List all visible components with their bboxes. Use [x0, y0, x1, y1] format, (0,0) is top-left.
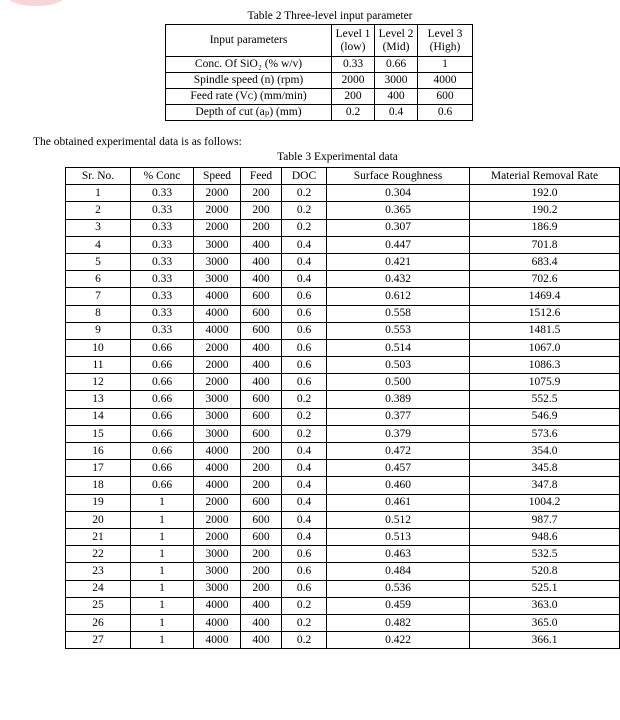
table3-cell: 2000 — [194, 357, 241, 374]
table2-cell: 200 — [332, 89, 375, 105]
table3-cell: 15 — [66, 425, 131, 442]
table2-cell: 0.4 — [375, 105, 418, 121]
table3-cell: 400 — [241, 597, 282, 614]
table3-cell: 0.66 — [131, 391, 194, 408]
table-row — [66, 339, 620, 356]
table3-cell: 400 — [241, 614, 282, 631]
table3-cell: 200 — [241, 202, 282, 219]
table3-cell: 0.66 — [131, 443, 194, 460]
table3-cell: 3 — [66, 219, 131, 236]
table3-cell: 0.33 — [131, 236, 194, 253]
table3-cell: 0.307 — [327, 219, 470, 236]
table-row — [66, 528, 620, 545]
table3-cell: 25 — [66, 597, 131, 614]
table-row — [66, 202, 620, 219]
table3-cell: 0.447 — [327, 236, 470, 253]
table3-cell: 3000 — [194, 546, 241, 563]
table3-cell: 0.377 — [327, 408, 470, 425]
table3-cell: 2000 — [194, 202, 241, 219]
table3-cell: 4000 — [194, 288, 241, 305]
experimental-data-table — [65, 167, 620, 649]
table2-cell: 0.6 — [418, 105, 473, 121]
table3-column-header: DOC — [282, 168, 327, 185]
table3-cell: 0.4 — [282, 494, 327, 511]
table3-cell: 4000 — [194, 477, 241, 494]
table3-cell: 0.2 — [282, 632, 327, 649]
table3-cell: 3000 — [194, 580, 241, 597]
table3-cell: 3000 — [194, 563, 241, 580]
table3-cell: 1067.0 — [470, 339, 620, 356]
table3-cell: 2 — [66, 202, 131, 219]
table3-cell: 4000 — [194, 614, 241, 631]
table3-cell: 3000 — [194, 271, 241, 288]
table3-cell: 0.4 — [282, 477, 327, 494]
table2-row — [166, 57, 473, 73]
table3-cell: 4000 — [194, 632, 241, 649]
table3-cell: 18 — [66, 477, 131, 494]
table2-cell: 400 — [375, 89, 418, 105]
table3-cell: 4000 — [194, 322, 241, 339]
table2-cell: 0.33 — [332, 57, 375, 73]
table-row — [66, 219, 620, 236]
table2-row-label: Depth of cut (aₚ) (mm) — [166, 105, 332, 121]
table3-cell: 0.2 — [282, 614, 327, 631]
table-row — [66, 580, 620, 597]
table3-cell: 1 — [131, 614, 194, 631]
table2-cell: 1 — [418, 57, 473, 73]
table3-cell: 20 — [66, 511, 131, 528]
table3-cell: 17 — [66, 460, 131, 477]
table3-cell: 200 — [241, 185, 282, 202]
table3-cell: 10 — [66, 339, 131, 356]
table3-cell: 0.66 — [131, 408, 194, 425]
table-row — [66, 408, 620, 425]
table3-cell: 0.513 — [327, 528, 470, 545]
table3-cell: 0.514 — [327, 339, 470, 356]
table3-cell: 4000 — [194, 305, 241, 322]
table3-cell: 0.459 — [327, 597, 470, 614]
table3-cell: 0.512 — [327, 511, 470, 528]
table3-cell: 0.421 — [327, 253, 470, 270]
table3-column-header: Sr. No. — [66, 168, 131, 185]
table3-cell: 520.8 — [470, 563, 620, 580]
table-row — [66, 477, 620, 494]
table3-cell: 24 — [66, 580, 131, 597]
table3-cell: 600 — [241, 288, 282, 305]
table3-cell: 0.66 — [131, 357, 194, 374]
table3-caption: Table 3 Experimental data — [277, 151, 398, 163]
table-row — [66, 271, 620, 288]
table3-cell: 0.2 — [282, 185, 327, 202]
table3-cell: 1 — [131, 494, 194, 511]
table3-cell: 0.365 — [327, 202, 470, 219]
table3-cell: 6 — [66, 271, 131, 288]
table3-cell: 22 — [66, 546, 131, 563]
table-row — [66, 374, 620, 391]
table3-cell: 0.2 — [282, 408, 327, 425]
table3-cell: 366.1 — [470, 632, 620, 649]
table3-cell: 0.33 — [131, 253, 194, 270]
table3-cell: 1 — [131, 632, 194, 649]
table3-cell: 0.4 — [282, 528, 327, 545]
table3-cell: 21 — [66, 528, 131, 545]
table3-cell: 0.6 — [282, 339, 327, 356]
input-parameters-table — [165, 24, 473, 121]
table3-cell: 192.0 — [470, 185, 620, 202]
table2-row — [166, 73, 473, 89]
table3-cell: 0.612 — [327, 288, 470, 305]
table3-cell: 0.4 — [282, 443, 327, 460]
table-row — [66, 305, 620, 322]
table3-cell: 4000 — [194, 460, 241, 477]
table3-cell: 552.5 — [470, 391, 620, 408]
table3-cell: 0.6 — [282, 374, 327, 391]
table3-cell: 600 — [241, 322, 282, 339]
table3-cell: 200 — [241, 460, 282, 477]
table2-row-label: Conc. Of SiO₂ (% w/v) — [166, 57, 332, 73]
table3-cell: 3000 — [194, 253, 241, 270]
table3-cell: 525.1 — [470, 580, 620, 597]
table3-cell: 0.2 — [282, 219, 327, 236]
table3-cell: 0.2 — [282, 202, 327, 219]
table3-cell: 2000 — [194, 511, 241, 528]
table3-column-header: Speed — [194, 168, 241, 185]
table3-cell: 0.472 — [327, 443, 470, 460]
table3-cell: 3000 — [194, 391, 241, 408]
table3-cell: 0.2 — [282, 425, 327, 442]
table3-cell: 1481.5 — [470, 322, 620, 339]
table3-cell: 1512.6 — [470, 305, 620, 322]
table3-cell: 702.6 — [470, 271, 620, 288]
table3-cell: 600 — [241, 494, 282, 511]
table-row — [66, 597, 620, 614]
table3-cell: 4000 — [194, 443, 241, 460]
level3-title: Level 3 — [427, 27, 463, 40]
table3-cell: 16 — [66, 443, 131, 460]
table3-cell: 23 — [66, 563, 131, 580]
table3-cell: 4 — [66, 236, 131, 253]
table3-cell: 0.500 — [327, 374, 470, 391]
table3-cell: 1469.4 — [470, 288, 620, 305]
table3-cell: 573.6 — [470, 425, 620, 442]
table3-cell: 0.553 — [327, 322, 470, 339]
table3-cell: 200 — [241, 443, 282, 460]
table2-level2-header — [375, 25, 418, 57]
table3-cell: 3000 — [194, 425, 241, 442]
table3-cell: 1086.3 — [470, 357, 620, 374]
table3-cell: 26 — [66, 614, 131, 631]
table-row — [66, 357, 620, 374]
table2-cell: 4000 — [418, 73, 473, 89]
table3-cell: 0.6 — [282, 546, 327, 563]
table3-cell: 1 — [131, 580, 194, 597]
table3-cell: 200 — [241, 580, 282, 597]
table3-cell: 0.379 — [327, 425, 470, 442]
table3-cell: 2000 — [194, 528, 241, 545]
table3-cell: 347.8 — [470, 477, 620, 494]
table-row — [66, 614, 620, 631]
table2-cell: 2000 — [332, 73, 375, 89]
table3-cell: 0.432 — [327, 271, 470, 288]
table3-cell: 5 — [66, 253, 131, 270]
table3-cell: 0.66 — [131, 425, 194, 442]
table3-cell: 400 — [241, 357, 282, 374]
table3-cell: 600 — [241, 408, 282, 425]
table3-cell: 0.484 — [327, 563, 470, 580]
table3-cell: 4000 — [194, 597, 241, 614]
table3-cell: 0.6 — [282, 288, 327, 305]
table3-cell: 2000 — [194, 339, 241, 356]
table3-cell: 365.0 — [470, 614, 620, 631]
table3-column-header: Material Removal Rate — [470, 168, 620, 185]
table3-cell: 0.2 — [282, 597, 327, 614]
table3-cell: 0.33 — [131, 185, 194, 202]
table-row — [66, 563, 620, 580]
table3-cell: 0.463 — [327, 546, 470, 563]
table3-cell: 600 — [241, 305, 282, 322]
level2-title: Level 2 — [378, 27, 414, 40]
table3-cell: 0.4 — [282, 253, 327, 270]
table3-cell: 0.2 — [282, 391, 327, 408]
table3-cell: 354.0 — [470, 443, 620, 460]
table3-cell: 0.66 — [131, 477, 194, 494]
table3-cell: 0.6 — [282, 322, 327, 339]
table2-row — [166, 89, 473, 105]
table3-cell: 0.4 — [282, 511, 327, 528]
table-row — [66, 253, 620, 270]
table3-cell: 190.2 — [470, 202, 620, 219]
level1-title: Level 1 — [335, 27, 371, 40]
table2-cell: 3000 — [375, 73, 418, 89]
table3-column-header: % Conc — [131, 168, 194, 185]
table3-cell: 186.9 — [470, 219, 620, 236]
table3-cell: 400 — [241, 253, 282, 270]
table3-cell: 0.33 — [131, 288, 194, 305]
table3-cell: 0.558 — [327, 305, 470, 322]
table3-cell: 27 — [66, 632, 131, 649]
table3-cell: 19 — [66, 494, 131, 511]
table3-cell: 200 — [241, 477, 282, 494]
table3-cell: 7 — [66, 288, 131, 305]
table3-cell: 200 — [241, 219, 282, 236]
table-row — [66, 185, 620, 202]
table3-cell: 0.33 — [131, 305, 194, 322]
table3-cell: 400 — [241, 374, 282, 391]
table3-cell: 200 — [241, 546, 282, 563]
table3-cell: 0.6 — [282, 563, 327, 580]
table3-cell: 3000 — [194, 408, 241, 425]
table2-level1-header — [332, 25, 375, 57]
table3-cell: 8 — [66, 305, 131, 322]
table2-cell: 600 — [418, 89, 473, 105]
level2-subtitle: (Mid) — [382, 40, 410, 53]
level3-subtitle: (High) — [429, 40, 461, 53]
table-row — [66, 425, 620, 442]
table3-cell: 683.4 — [470, 253, 620, 270]
table3-cell: 701.8 — [470, 236, 620, 253]
table2-level3-header — [418, 25, 473, 57]
table3-cell: 0.536 — [327, 580, 470, 597]
table-row — [66, 546, 620, 563]
table3-column-header: Surface Roughness — [327, 168, 470, 185]
table3-cell: 0.482 — [327, 614, 470, 631]
table3-cell: 400 — [241, 632, 282, 649]
table-row — [66, 494, 620, 511]
table3-cell: 0.4 — [282, 271, 327, 288]
table2-row-label: Spindle speed (n) (rpm) — [166, 73, 332, 89]
intro-text: The obtained experimental data is as follows: — [33, 136, 242, 148]
table-row — [66, 632, 620, 649]
table3-cell: 2000 — [194, 185, 241, 202]
table3-cell: 0.6 — [282, 357, 327, 374]
table3-cell: 14 — [66, 408, 131, 425]
table3-cell: 13 — [66, 391, 131, 408]
level1-subtitle: (low) — [340, 40, 366, 53]
table3-cell: 0.4 — [282, 460, 327, 477]
table3-cell: 400 — [241, 236, 282, 253]
table2-header-row — [166, 25, 473, 57]
table3-cell: 0.33 — [131, 271, 194, 288]
table3-cell: 0.304 — [327, 185, 470, 202]
table3-cell: 0.461 — [327, 494, 470, 511]
table3-cell: 1 — [66, 185, 131, 202]
table3-cell: 0.33 — [131, 322, 194, 339]
table3-cell: 600 — [241, 528, 282, 545]
table3-cell: 2000 — [194, 374, 241, 391]
table3-cell: 0.66 — [131, 460, 194, 477]
table-row — [66, 460, 620, 477]
table3-cell: 948.6 — [470, 528, 620, 545]
table-row — [66, 391, 620, 408]
table-row — [66, 511, 620, 528]
table3-cell: 1 — [131, 511, 194, 528]
table3-cell: 400 — [241, 271, 282, 288]
table2-param-header: Input parameters — [166, 25, 332, 57]
table3-cell: 2000 — [194, 494, 241, 511]
table3-cell: 0.66 — [131, 339, 194, 356]
table3-cell: 200 — [241, 563, 282, 580]
table3-cell: 0.389 — [327, 391, 470, 408]
table3-cell: 0.66 — [131, 374, 194, 391]
table3-cell: 0.6 — [282, 305, 327, 322]
table3-cell: 0.4 — [282, 236, 327, 253]
table3-cell: 2000 — [194, 219, 241, 236]
table3-cell: 363.0 — [470, 597, 620, 614]
table3-cell: 1004.2 — [470, 494, 620, 511]
table3-cell: 11 — [66, 357, 131, 374]
table3-cell: 0.33 — [131, 202, 194, 219]
table3-cell: 546.9 — [470, 408, 620, 425]
table3-cell: 400 — [241, 339, 282, 356]
table3-cell: 3000 — [194, 236, 241, 253]
table3-cell: 0.460 — [327, 477, 470, 494]
table3-cell: 1075.9 — [470, 374, 620, 391]
table-row — [66, 288, 620, 305]
table3-cell: 1 — [131, 563, 194, 580]
table3-cell: 600 — [241, 425, 282, 442]
table2-cell: 0.2 — [332, 105, 375, 121]
table3-cell: 9 — [66, 322, 131, 339]
table2-row — [166, 105, 473, 121]
table3-cell: 0.503 — [327, 357, 470, 374]
table3-cell: 345.8 — [470, 460, 620, 477]
table3-cell: 0.33 — [131, 219, 194, 236]
table3-cell: 987.7 — [470, 511, 620, 528]
table3-column-header: Feed — [241, 168, 282, 185]
table2-row-label: Feed rate (Vᴄ) (mm/min) — [166, 89, 332, 105]
table3-cell: 0.457 — [327, 460, 470, 477]
table2-caption: Table 2 Three-level input parameter — [247, 10, 413, 22]
table3-cell: 1 — [131, 546, 194, 563]
table3-cell: 0.422 — [327, 632, 470, 649]
table-row — [66, 443, 620, 460]
table3-cell: 600 — [241, 511, 282, 528]
table3-cell: 1 — [131, 597, 194, 614]
table3-cell: 12 — [66, 374, 131, 391]
table3-cell: 532.5 — [470, 546, 620, 563]
table3-cell: 1 — [131, 528, 194, 545]
table3-header-row — [66, 168, 620, 185]
table2-cell: 0.66 — [375, 57, 418, 73]
table-row — [66, 322, 620, 339]
decorative-mark — [8, 0, 64, 6]
table3-cell: 600 — [241, 391, 282, 408]
table-row — [66, 236, 620, 253]
table3-cell: 0.6 — [282, 580, 327, 597]
